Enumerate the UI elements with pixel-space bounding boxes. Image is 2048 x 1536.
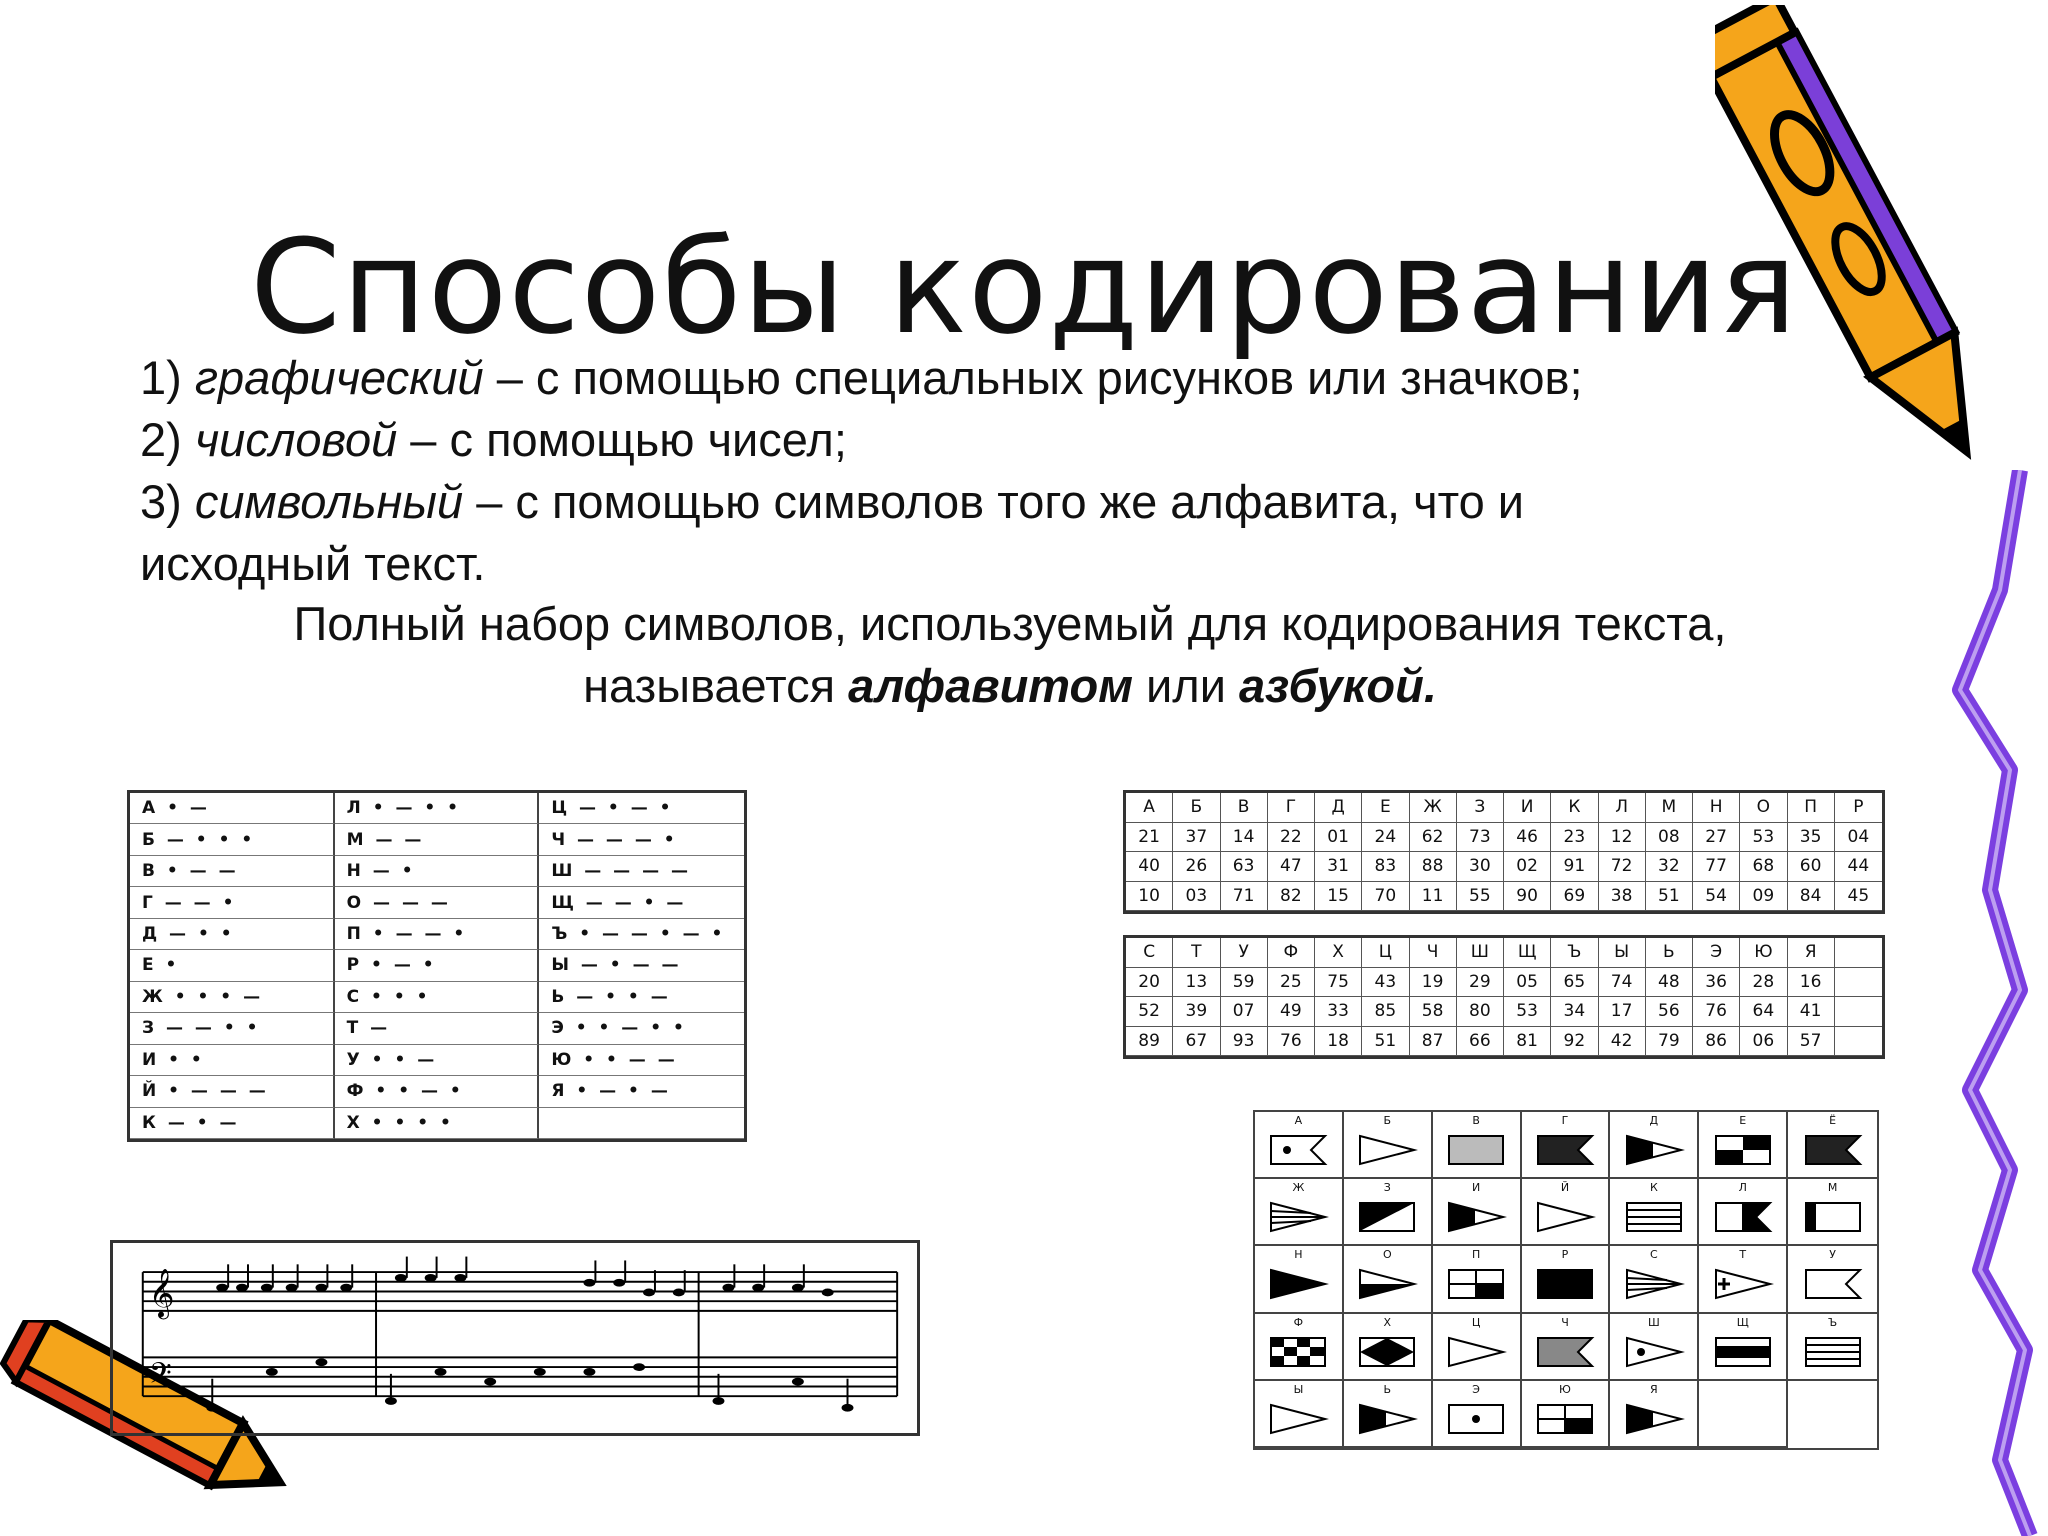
- table-cell: 89: [1126, 1027, 1173, 1057]
- table-cell: 52: [1126, 997, 1173, 1027]
- table-cell: Г: [1268, 793, 1315, 823]
- flag-icon: [1623, 1266, 1685, 1302]
- table-cell: 51: [1362, 1027, 1409, 1057]
- music-notation-image: [110, 1240, 920, 1436]
- flag-label: Л: [1738, 1181, 1747, 1195]
- flag-cell: [1699, 1381, 1788, 1448]
- flag-icon: [1802, 1132, 1864, 1168]
- item-text: – с помощью специальных рисунков или значков;: [483, 351, 1583, 404]
- table-cell: [539, 1108, 744, 1139]
- item-number: 2): [140, 413, 195, 466]
- table-cell: 68: [1740, 852, 1787, 882]
- table-cell: Х: [1315, 938, 1362, 968]
- flag-label: Б: [1383, 1114, 1392, 1127]
- table-cell: 17: [1599, 997, 1646, 1027]
- table-cell: 36: [1693, 968, 1740, 998]
- table-cell: Щ: [1504, 938, 1551, 968]
- table-cell: Л: [1599, 793, 1646, 823]
- flag-icon: [1267, 1334, 1329, 1370]
- flag-label: Ж: [1292, 1181, 1305, 1195]
- flag-icon: [1534, 1334, 1596, 1370]
- table-cell: 65: [1551, 968, 1598, 998]
- page-title: Способы кодирования: [250, 211, 1798, 363]
- table-cell: Ю: [1740, 938, 1787, 968]
- flag-icon: [1267, 1132, 1329, 1168]
- flag-cell: [1699, 1112, 1788, 1179]
- table-cell: Ц: [1362, 938, 1409, 968]
- flag-icon: [1356, 1334, 1418, 1370]
- flag-label: Т: [1739, 1248, 1747, 1262]
- flag-cell: [1610, 1314, 1699, 1381]
- table-cell: М — —: [335, 824, 540, 855]
- table-cell: 76: [1268, 1027, 1315, 1057]
- flag-cell: [1344, 1246, 1433, 1313]
- flag-cell: [1433, 1381, 1522, 1448]
- table-cell: Д: [1315, 793, 1362, 823]
- table-cell: 35: [1788, 823, 1835, 853]
- table-cell: 10: [1126, 882, 1173, 912]
- table-cell: 69: [1551, 882, 1598, 912]
- item-term: графический: [194, 351, 484, 404]
- flag-icon: [1534, 1401, 1596, 1437]
- svg-text:𝄢: 𝄢: [148, 1356, 172, 1398]
- table-cell: Ы: [1599, 938, 1646, 968]
- flag-icon: [1534, 1199, 1596, 1235]
- flag-signal-table: [1253, 1110, 1879, 1450]
- table-cell: 70: [1362, 882, 1409, 912]
- table-cell: 03: [1173, 882, 1220, 912]
- table-cell: 48: [1646, 968, 1693, 998]
- table-cell: Ъ: [1551, 938, 1598, 968]
- table-cell: Е •: [130, 950, 335, 981]
- flag-icon: [1712, 1132, 1774, 1168]
- table-cell: 13: [1173, 968, 1220, 998]
- flag-cell: [1522, 1381, 1611, 1448]
- flag-label: Р: [1561, 1248, 1569, 1262]
- item-number: 1): [140, 351, 195, 404]
- table-cell: 15: [1315, 882, 1362, 912]
- flag-label: Ё: [1829, 1114, 1837, 1127]
- flag-label: Ь: [1383, 1382, 1392, 1396]
- table-cell: 84: [1788, 882, 1835, 912]
- table-cell: К — • —: [130, 1108, 335, 1139]
- flag-label: С: [1650, 1248, 1658, 1262]
- table-cell: Ф: [1268, 938, 1315, 968]
- table-cell: Р • — •: [335, 950, 540, 981]
- table-cell: 83: [1362, 852, 1409, 882]
- table-cell: 81: [1504, 1027, 1551, 1057]
- flag-label: И: [1472, 1181, 1481, 1195]
- table-cell: 67: [1173, 1027, 1220, 1057]
- flag-label: Ц: [1471, 1315, 1481, 1329]
- table-cell: 91: [1551, 852, 1598, 882]
- flag-icon: [1623, 1401, 1685, 1437]
- table-cell: Н: [1693, 793, 1740, 823]
- table-cell: З: [1457, 793, 1504, 823]
- flag-icon: [1267, 1401, 1329, 1437]
- flag-cell: [1522, 1179, 1611, 1246]
- flag-cell: [1344, 1179, 1433, 1246]
- flag-icon: [1445, 1199, 1507, 1235]
- flag-cell: [1522, 1112, 1611, 1179]
- table-cell: 27: [1693, 823, 1740, 853]
- table-cell: В • — —: [130, 856, 335, 887]
- table-cell: О: [1740, 793, 1787, 823]
- table-cell: Б: [1173, 793, 1220, 823]
- table-cell: 57: [1788, 1027, 1835, 1057]
- item-number: 3): [140, 475, 195, 528]
- flag-icon: [1445, 1266, 1507, 1302]
- table-cell: Б — • • •: [130, 824, 335, 855]
- table-cell: 87: [1410, 1027, 1457, 1057]
- flag-cell: [1610, 1246, 1699, 1313]
- table-cell: И • •: [130, 1045, 335, 1076]
- flag-icon: [1802, 1199, 1864, 1235]
- table-cell: 32: [1646, 852, 1693, 882]
- table-cell: 45: [1835, 882, 1882, 912]
- flag-label: Ш: [1647, 1315, 1660, 1329]
- table-cell: Э: [1693, 938, 1740, 968]
- definition-text: или: [1132, 659, 1240, 712]
- table-cell: 77: [1693, 852, 1740, 882]
- item-text: – с помощью символов того же алфавита, что и: [463, 475, 1525, 528]
- table-cell: З — — • •: [130, 1013, 335, 1044]
- table-cell: 26: [1173, 852, 1220, 882]
- table-cell: 92: [1551, 1027, 1598, 1057]
- table-cell: 51: [1646, 882, 1693, 912]
- table-cell: Т —: [335, 1013, 540, 1044]
- flag-cell: [1255, 1246, 1344, 1313]
- table-cell: 79: [1646, 1027, 1693, 1057]
- item-term: символьный: [194, 475, 464, 528]
- table-cell: Р: [1835, 793, 1882, 823]
- flag-cell: [1433, 1112, 1522, 1179]
- table-cell: П • — — •: [335, 919, 540, 950]
- flag-label: Ъ: [1827, 1315, 1838, 1329]
- table-cell: 01: [1315, 823, 1362, 853]
- flag-label: Ф: [1293, 1315, 1304, 1329]
- flag-icon: [1445, 1401, 1507, 1437]
- flag-icon: [1623, 1334, 1685, 1370]
- table-cell: Г — — •: [130, 887, 335, 918]
- flag-cell: [1610, 1179, 1699, 1246]
- table-cell: Ш: [1457, 938, 1504, 968]
- table-cell: 88: [1410, 852, 1457, 882]
- table-cell: Ч: [1410, 938, 1457, 968]
- table-cell: 62: [1410, 823, 1457, 853]
- table-cell: 58: [1410, 997, 1457, 1027]
- table-cell: 41: [1788, 997, 1835, 1027]
- table-cell: 80: [1457, 997, 1504, 1027]
- flag-icon: [1712, 1199, 1774, 1235]
- numeric-code-table: [1123, 935, 1885, 1059]
- table-cell: 44: [1835, 852, 1882, 882]
- flag-cell: [1788, 1179, 1877, 1246]
- table-cell: 63: [1221, 852, 1268, 882]
- table-cell: 07: [1221, 997, 1268, 1027]
- table-cell: 28: [1740, 968, 1787, 998]
- svg-text:𝄞: 𝄞: [148, 1268, 175, 1318]
- table-cell: 09: [1740, 882, 1787, 912]
- flag-label: Э: [1472, 1382, 1480, 1396]
- table-cell: Д — • •: [130, 919, 335, 950]
- flag-label: Я: [1650, 1382, 1658, 1396]
- item-text: – с помощью чисел;: [397, 413, 847, 466]
- table-cell: А: [1126, 793, 1173, 823]
- table-cell: 06: [1740, 1027, 1787, 1057]
- table-cell: 20: [1126, 968, 1173, 998]
- flag-label: В: [1472, 1114, 1480, 1127]
- table-cell: Ж • • • —: [130, 982, 335, 1013]
- flag-cell: [1788, 1314, 1877, 1381]
- flag-icon: [1712, 1266, 1774, 1302]
- table-cell: 11: [1410, 882, 1457, 912]
- table-cell: Н — •: [335, 856, 540, 887]
- table-cell: 08: [1646, 823, 1693, 853]
- flag-cell: [1255, 1381, 1344, 1448]
- flag-label: У: [1829, 1248, 1836, 1262]
- flag-icon: [1445, 1334, 1507, 1370]
- flag-cell: [1255, 1112, 1344, 1179]
- table-cell: Т: [1173, 938, 1220, 968]
- table-cell: Й • — — —: [130, 1076, 335, 1107]
- flag-cell: [1699, 1314, 1788, 1381]
- table-cell: Э • • — • •: [539, 1013, 744, 1044]
- flag-cell: [1788, 1246, 1877, 1313]
- table-cell: Ц — • — •: [539, 793, 744, 824]
- table-cell: 55: [1457, 882, 1504, 912]
- flag-label: Д: [1649, 1114, 1659, 1127]
- table-cell: 18: [1315, 1027, 1362, 1057]
- flag-cell: [1699, 1179, 1788, 1246]
- table-cell: Ы — • — —: [539, 950, 744, 981]
- table-cell: С • • •: [335, 982, 540, 1013]
- flag-label: К: [1649, 1181, 1658, 1195]
- table-cell: 54: [1693, 882, 1740, 912]
- table-cell: 29: [1457, 968, 1504, 998]
- flag-cell: [1788, 1112, 1877, 1179]
- flag-label: З: [1383, 1181, 1391, 1195]
- list-item: [140, 351, 1583, 404]
- table-cell: 38: [1599, 882, 1646, 912]
- morse-code-table: [127, 790, 747, 1142]
- flag-label: О: [1382, 1248, 1392, 1262]
- flag-label: Щ: [1736, 1315, 1749, 1329]
- table-cell: 31: [1315, 852, 1362, 882]
- table-cell: 66: [1457, 1027, 1504, 1057]
- table-cell: 25: [1268, 968, 1315, 998]
- flag-label: А: [1294, 1114, 1303, 1127]
- flag-cell: [1522, 1246, 1611, 1313]
- table-cell: 93: [1221, 1027, 1268, 1057]
- flag-cell: [1433, 1246, 1522, 1313]
- table-cell: 49: [1268, 997, 1315, 1027]
- table-cell: Ь: [1646, 938, 1693, 968]
- table-cell: 14: [1221, 823, 1268, 853]
- table-cell: 21: [1126, 823, 1173, 853]
- table-cell: 02: [1504, 852, 1551, 882]
- flag-icon: [1356, 1132, 1418, 1168]
- flag-icon: [1356, 1266, 1418, 1302]
- table-cell: О — — —: [335, 887, 540, 918]
- flag-icon: [1356, 1401, 1418, 1437]
- table-cell: 43: [1362, 968, 1409, 998]
- table-cell: 53: [1504, 997, 1551, 1027]
- flag-label: Г: [1561, 1114, 1569, 1127]
- table-cell: 37: [1173, 823, 1220, 853]
- flag-cell: [1433, 1314, 1522, 1381]
- table-cell: 24: [1362, 823, 1409, 853]
- table-cell: 46: [1504, 823, 1551, 853]
- table-cell: В: [1221, 793, 1268, 823]
- table-cell: Ф • • — •: [335, 1076, 540, 1107]
- flag-label: Ч: [1561, 1315, 1569, 1329]
- flag-icon: [1267, 1199, 1329, 1235]
- table-cell: Ь — • • —: [539, 982, 744, 1013]
- definition-term: азбукой.: [1239, 659, 1437, 712]
- table-cell: 72: [1599, 852, 1646, 882]
- flag-label: Е: [1739, 1114, 1747, 1127]
- table-cell: Ю • • — —: [539, 1045, 744, 1076]
- table-cell: 60: [1788, 852, 1835, 882]
- flag-label: Ю: [1559, 1382, 1571, 1396]
- table-cell: 86: [1693, 1027, 1740, 1057]
- table-cell: М: [1646, 793, 1693, 823]
- table-cell: 56: [1646, 997, 1693, 1027]
- table-cell: 39: [1173, 997, 1220, 1027]
- table-cell: Ъ • — — • — •: [539, 919, 744, 950]
- flag-cell: [1255, 1314, 1344, 1381]
- flag-icon: [1534, 1132, 1596, 1168]
- flag-label: Х: [1383, 1315, 1392, 1329]
- table-cell: [1835, 997, 1882, 1027]
- table-cell: 75: [1315, 968, 1362, 998]
- flag-icon: [1356, 1199, 1418, 1235]
- table-cell: Щ — — • —: [539, 887, 744, 918]
- table-cell: Ш — — — —: [539, 856, 744, 887]
- flag-cell: [1344, 1314, 1433, 1381]
- table-cell: Я • — • —: [539, 1076, 744, 1107]
- numeric-code-table: [1123, 790, 1885, 914]
- table-cell: 05: [1504, 968, 1551, 998]
- table-cell: 16: [1788, 968, 1835, 998]
- flag-icon: [1445, 1132, 1507, 1168]
- table-cell: У: [1221, 938, 1268, 968]
- table-cell: И: [1504, 793, 1551, 823]
- table-cell: 85: [1362, 997, 1409, 1027]
- flag-cell: [1344, 1112, 1433, 1179]
- table-cell: 47: [1268, 852, 1315, 882]
- flag-icon: [1534, 1266, 1596, 1302]
- table-cell: 90: [1504, 882, 1551, 912]
- definition-line: Полный набор символов, используемый для кодирования текста,: [293, 597, 1727, 650]
- table-cell: Л • — • •: [335, 793, 540, 824]
- table-cell: 82: [1268, 882, 1315, 912]
- list-item: [140, 413, 847, 466]
- table-cell: 40: [1126, 852, 1173, 882]
- table-cell: Я: [1788, 938, 1835, 968]
- table-cell: 59: [1221, 968, 1268, 998]
- definition-text: называется: [583, 659, 849, 712]
- flag-label: П: [1471, 1248, 1481, 1262]
- table-cell: 12: [1599, 823, 1646, 853]
- table-cell: П: [1788, 793, 1835, 823]
- definition-term: алфавитом: [848, 659, 1133, 712]
- table-cell: 04: [1835, 823, 1882, 853]
- table-cell: 42: [1599, 1027, 1646, 1057]
- flag-cell: [1255, 1179, 1344, 1246]
- flag-label: М: [1827, 1181, 1838, 1195]
- table-cell: Е: [1362, 793, 1409, 823]
- flag-icon: [1267, 1266, 1329, 1302]
- flag-cell: [1522, 1314, 1611, 1381]
- table-cell: 64: [1740, 997, 1787, 1027]
- table-cell: 22: [1268, 823, 1315, 853]
- flag-cell: [1699, 1246, 1788, 1313]
- table-cell: [1835, 1027, 1882, 1057]
- flag-icon: [1802, 1334, 1864, 1370]
- flag-label: Ы: [1293, 1382, 1304, 1396]
- table-cell: 76: [1693, 997, 1740, 1027]
- flag-icon: [1623, 1132, 1685, 1168]
- flag-label: Й: [1560, 1181, 1570, 1195]
- table-cell: 19: [1410, 968, 1457, 998]
- table-cell: Х • • • •: [335, 1108, 540, 1139]
- flag-label: Н: [1294, 1248, 1303, 1262]
- table-cell: 53: [1740, 823, 1787, 853]
- flag-cell: [1344, 1381, 1433, 1448]
- table-cell: 34: [1551, 997, 1598, 1027]
- list-item: [140, 475, 1525, 528]
- table-cell: 23: [1551, 823, 1598, 853]
- table-cell: 33: [1315, 997, 1362, 1027]
- definition-line: [0, 659, 2020, 712]
- flag-icon: [1802, 1266, 1864, 1302]
- flag-icon: [1712, 1334, 1774, 1370]
- table-cell: Ж: [1410, 793, 1457, 823]
- table-cell: К: [1551, 793, 1598, 823]
- table-cell: 73: [1457, 823, 1504, 853]
- table-cell: А • —: [130, 793, 335, 824]
- flag-cell: [1610, 1112, 1699, 1179]
- flag-cell: [1610, 1381, 1699, 1448]
- table-cell: Ч — — — •: [539, 824, 744, 855]
- table-cell: У • • —: [335, 1045, 540, 1076]
- flag-cell: [1433, 1179, 1522, 1246]
- table-cell: 74: [1599, 968, 1646, 998]
- list-item-continuation: исходный текст.: [140, 537, 486, 590]
- table-cell: [1835, 938, 1882, 968]
- table-cell: 30: [1457, 852, 1504, 882]
- table-cell: [1835, 968, 1882, 998]
- flag-icon: [1623, 1199, 1685, 1235]
- item-term: числовой: [194, 413, 398, 466]
- table-cell: 71: [1221, 882, 1268, 912]
- table-cell: С: [1126, 938, 1173, 968]
